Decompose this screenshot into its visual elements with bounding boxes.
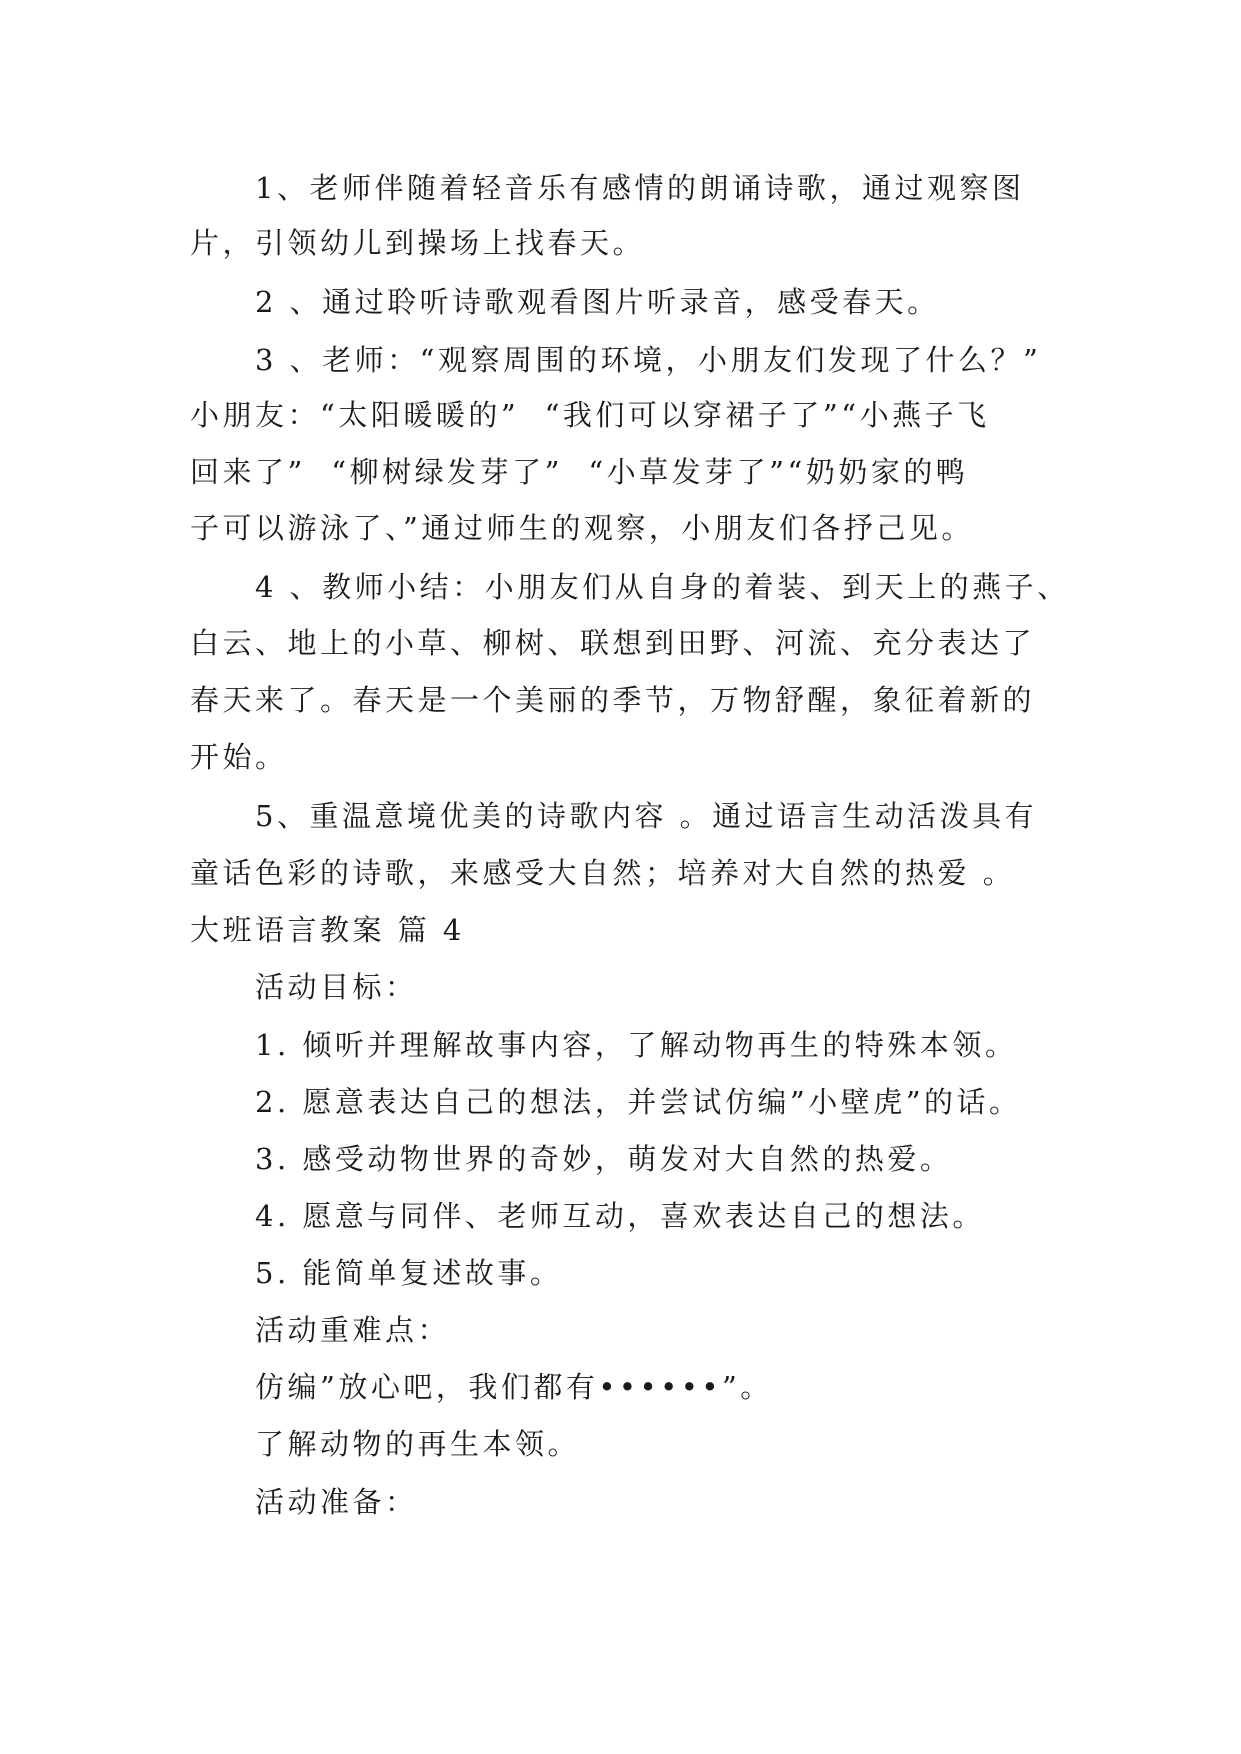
paragraph-line: 白云、地上的小草、柳树、联想到田野、河流、充分表达了 xyxy=(190,626,1036,660)
paragraph-line: 3 、老师：“观察周围的环境，小朋友们发现了什么？” xyxy=(255,343,1042,377)
paragraph-line: 5、重温意境优美的诗歌内容 。通过语言生动活泼具有 xyxy=(255,799,1038,833)
paragraph-line: 春天来了。春天是一个美丽的季节，万物舒醒，象征着新的 xyxy=(190,683,1036,717)
paragraph-line: 仿编”放心吧，我们都有••••••”。 xyxy=(255,1370,773,1404)
paragraph-line: 片，引领幼儿到操场上找春天。 xyxy=(190,226,646,260)
paragraph-line: 2 、通过聆听诗歌观看图片听录音，感受春天。 xyxy=(255,285,940,319)
list-item: 4. 愿意与同伴、老师互动，喜欢表达自己的想法。 xyxy=(255,1199,985,1233)
paragraph-line: 童话色彩的诗歌，来感受大自然；培养对大自然的热爱 。 xyxy=(190,856,1016,890)
paragraph-line: 4 、教师小结：小朋友们从自身的着装、到天上的燕子、 xyxy=(255,570,1070,604)
list-item: 1. 倾听并理解故事内容，了解动物再生的特殊本领。 xyxy=(255,1028,1018,1062)
paragraph-line: 回来了” “柳树绿发芽了” “小草发芽了”“奶奶家的鸭 xyxy=(190,455,969,489)
list-item: 3. 感受动物世界的奇妙，萌发对大自然的热爱。 xyxy=(255,1142,953,1176)
subsection-heading: 活动重难点： xyxy=(255,1313,451,1347)
paragraph-line: 1、老师伴随着轻音乐有感情的朗诵诗歌，通过观察图 xyxy=(255,171,1025,205)
section-heading: 大班语言教案 篇 4 xyxy=(190,913,465,947)
subsection-heading: 活动准备： xyxy=(255,1485,418,1519)
list-item: 2. 愿意表达自己的想法，并尝试仿编”小壁虎”的话。 xyxy=(255,1085,1022,1119)
list-item: 5. 能简单复述故事。 xyxy=(255,1256,563,1290)
paragraph-line: 开始。 xyxy=(190,740,288,774)
subsection-heading: 活动目标： xyxy=(255,970,418,1004)
paragraph-line: 子可以游泳了、”通过师生的观察，小朋友们各抒己见。 xyxy=(190,511,974,545)
paragraph-line: 小朋友：“太阳暖暖的” “我们可以穿裙子了”“小燕子飞 xyxy=(190,398,990,432)
paragraph-line: 了解动物的再生本领。 xyxy=(255,1427,581,1461)
